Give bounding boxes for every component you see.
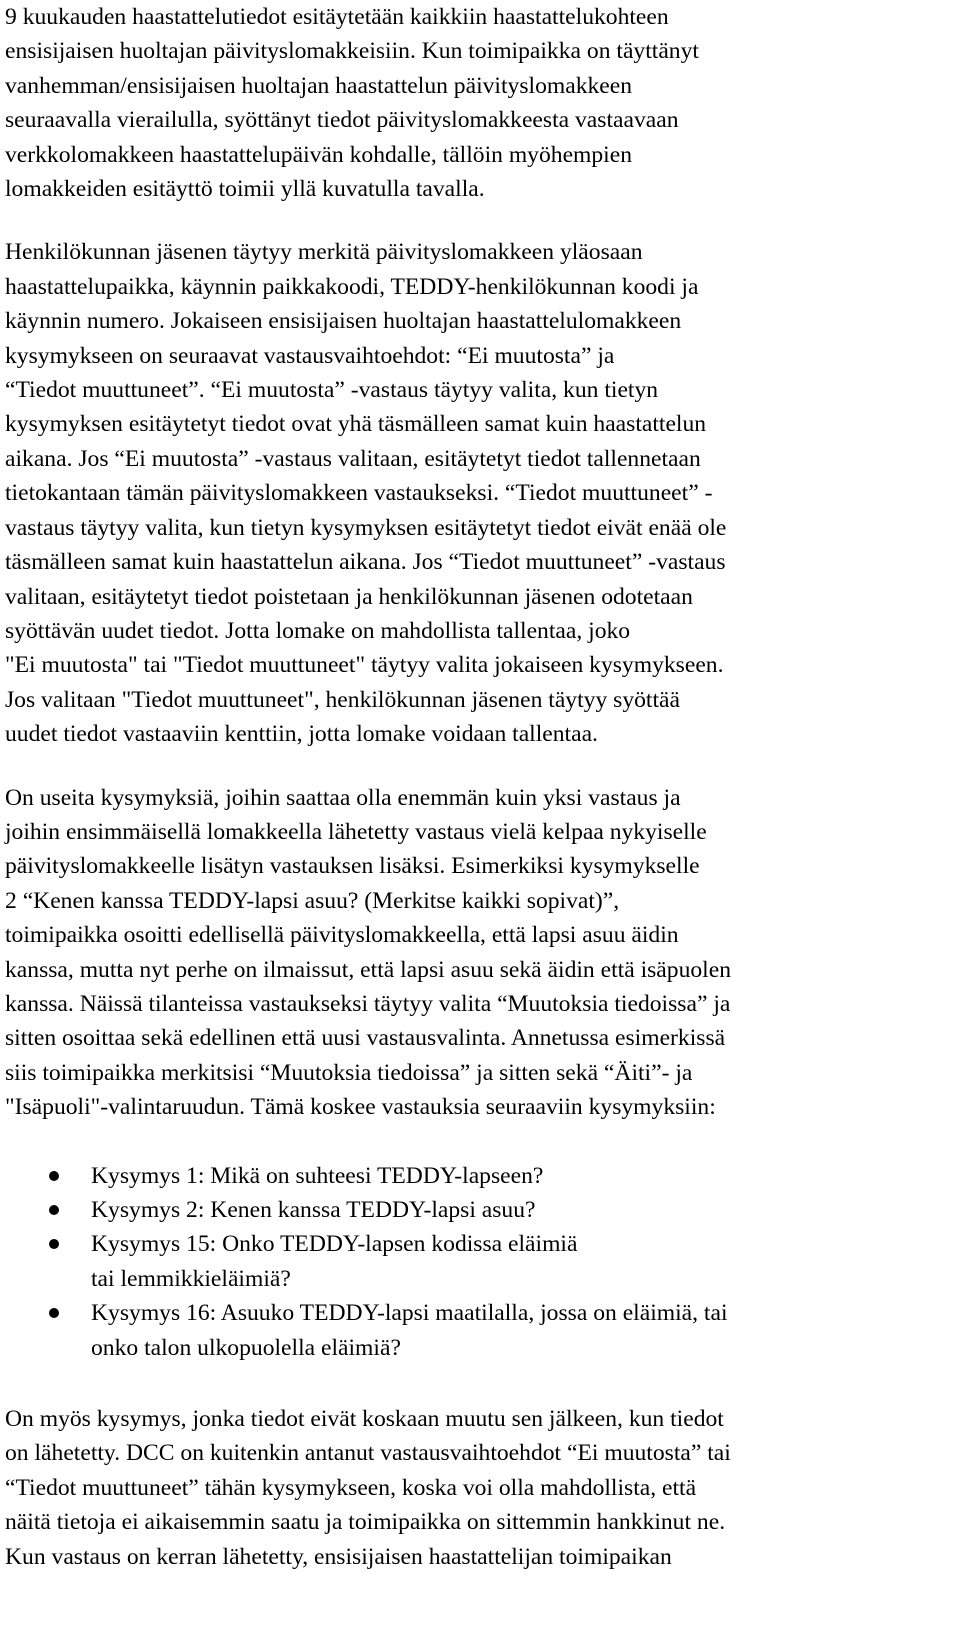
bullet-icon bbox=[49, 1205, 59, 1215]
list-item bbox=[5, 1296, 955, 1365]
list-item-text: Kysymys 15: Onko TEDDY-lapsen kodissa eläimiä tai lemmikkieläimiä? bbox=[91, 1231, 578, 1292]
list-spacer bbox=[5, 1365, 955, 1402]
bullet-icon bbox=[49, 1308, 59, 1318]
list-item bbox=[5, 1159, 955, 1193]
paragraph-unchanging-question: On myös kysymys, jonka tiedot eivät koskaan muutu sen jälkeen, kun tiedot on lähetetty. DCC on kuitenkin antanut vastausvaihtoehdot “Ei muutosta” tai “Tiedot muuttuneet” tähän kysymykseen, koska voi olla mahdollista, että näitä tietoja ei aikaisemmin saatu ja toimipaikka on sittemmin hankkinut ne. Kun vastaus on kerran lähetetty, ensisijaisen haastattelijan toimipaikan bbox=[5, 1406, 731, 1570]
bullet-icon bbox=[49, 1239, 59, 1249]
list-item bbox=[5, 1227, 955, 1296]
paragraph-spacer bbox=[5, 752, 955, 781]
paragraph-spacer bbox=[5, 206, 955, 235]
document-page bbox=[5, 0, 955, 1574]
paragraph-prefill-intro: 9 kuukauden haastattelutiedot esitäytetään kaikkiin haastattelukohteen ensisijaisen huoltajan päivityslomakkeisiin. Kun toimipaikka on täyttänyt vanhemman/ensisijaisen huoltajan haastattelun päivityslomakkeen seuraavalla vierailulla, syöttänyt tiedot päivityslomakkeesta vastaavaan verkkolomakkeen haastattelupäivän kohdalle, tällöin myöhempien lomakkeiden esitäyttö toimii yllä kuvatulla tavalla. bbox=[5, 4, 699, 203]
paragraph-answer-options: Henkilökunnan jäsenen täytyy merkitä päivityslomakkeen yläosaan haastattelupaikka, käynnin paikkakoodi, TEDDY-henkilökunnan koodi ja käynnin numero. Jokaiseen ensisijaisen huoltajan haastattelulomakkeen kysymykseen on seuraavat vastausvaihtoehdot: “Ei muutosta” ja “Tiedot muuttuneet”. “Ei muutosta” -vastaus täytyy valita, kun tietyn kysymyksen esitäytetyt tiedot ovat yhä täsmälleen samat kuin haastattelun aikana. Jos “Ei muutosta” -vastaus valitaan, esitäytetyt tiedot tallennetaan tietokantaan tämän päivityslomakkeen vastaukseksi. “Tiedot muuttuneet” - vastaus täytyy valita, kun tietyn kysymyksen esitäytetyt tiedot eivät enää ole täsmälleen samat kuin haastattelun aikana. Jos “Tiedot muuttuneet” -vastaus valitaan, esitäytetyt tiedot poistetaan ja henkilökunnan jäsenen odotetaan syöttävän uudet tiedot. Jotta lomake on mahdollista tallentaa, joko "Ei muutosta" tai "Tiedot muuttuneet" täytyy valita jokaiseen kysymykseen. Jos valitaan "Tiedot muuttuneet", henkilökunnan jäsenen täytyy syöttää uudet tiedot vastaaviin kenttiin, jotta lomake voidaan tallentaa. bbox=[5, 239, 727, 748]
paragraph-multiple-answers: On useita kysymyksiä, joihin saattaa olla enemmän kuin yksi vastaus ja joihin ensimmäisellä lomakkeella lähetetty vastaus vielä kelpaa nykyiselle päivityslomakkeelle lisätyn vastauksen lisäksi. Esimerkiksi kysymykselle 2 “Kenen kanssa TEDDY-lapsi asuu? (Merkitse kaikki sopivat)”, toimipaikka osoitti edellisellä päivityslomakkeella, että lapsi asuu äidin kanssa, mutta nyt perhe on ilmaissut, että lapsi asuu sekä äidin että isäpuolen kanssa. Näissä tilanteissa vastaukseksi täytyy valita “Muutoksia tiedoissa” ja sitten osoittaa sekä edellinen että uusi vastausvalinta. Annetussa esimerkissä siis toimipaikka merkitsisi “Muutoksia tiedoissa” ja sitten sekä “Äiti”- ja "Isäpuoli"-valintaruudun. Tämä koskee vastauksia seuraaviin kysymyksiin: bbox=[5, 784, 731, 1121]
list-item-text: Kysymys 2: Kenen kanssa TEDDY-lapsi asuu? bbox=[91, 1197, 536, 1223]
list-spacer bbox=[5, 1125, 955, 1159]
list-item-text: Kysymys 1: Mikä on suhteesi TEDDY-lapseen? bbox=[91, 1162, 544, 1189]
list-item bbox=[5, 1193, 955, 1227]
bullet-icon bbox=[49, 1171, 59, 1181]
question-list bbox=[5, 1159, 955, 1365]
list-item-text: Kysymys 16: Asuuko TEDDY-lapsi maatilalla, jossa on eläimiä, tai onko talon ulkopuolella eläimiä? bbox=[91, 1300, 728, 1361]
